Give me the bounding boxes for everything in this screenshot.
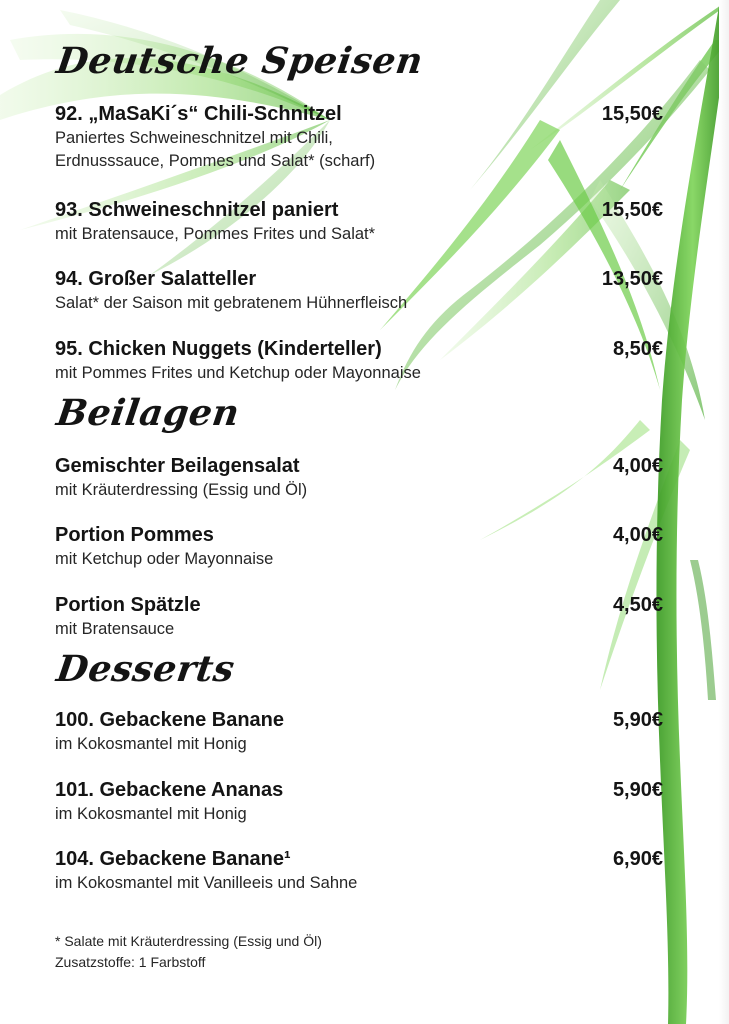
item-price: 5,90€	[612, 779, 663, 801]
item-price: 6,90€	[612, 848, 663, 870]
item-price: 4,00€	[612, 455, 663, 477]
menu-item	[55, 198, 663, 246]
item-description-line: im Kokosmantel mit Honig	[55, 735, 247, 753]
item-description	[55, 548, 663, 571]
menu-item	[55, 523, 663, 571]
item-description	[55, 618, 663, 641]
menu-item	[55, 337, 663, 385]
menu-item	[55, 102, 663, 173]
item-name: 101. Gebackene Ananas	[55, 779, 284, 801]
item-price: 15,50€	[601, 199, 663, 221]
item-description-line: Paniertes Schweineschnitzel mit Chili,	[55, 129, 333, 147]
item-description	[55, 803, 663, 826]
item-description-line: mit Bratensauce, Pommes Frites und Salat*	[55, 225, 376, 243]
menu-item	[55, 847, 663, 895]
item-description-line: mit Kräuterdressing (Essig und Öl)	[55, 481, 308, 499]
item-name: 92. „MaSaKi´s“ Chili-Schnitzel	[55, 103, 342, 125]
footnote-additives: Zusatzstoffe: 1 Farbstoff	[55, 954, 206, 970]
item-description-line: mit Pommes Frites und Ketchup oder Mayonnaise	[55, 364, 421, 382]
footnote-salads: * Salate mit Kräuterdressing (Essig und Öl)	[55, 933, 322, 949]
menu-item	[55, 708, 663, 756]
item-description-line: Erdnusssauce, Pommes und Salat* (scharf)	[55, 152, 376, 170]
section-title-deutsche-speisen: Deutsche Speisen	[54, 40, 426, 82]
item-description-line: im Kokosmantel mit Honig	[55, 805, 247, 823]
item-name: 95. Chicken Nuggets (Kinderteller)	[55, 338, 382, 360]
item-description	[55, 733, 663, 756]
item-price: 4,50€	[612, 594, 663, 616]
menu-item	[55, 454, 663, 502]
item-description	[55, 127, 663, 173]
item-name: Gemischter Beilagensalat	[55, 455, 300, 477]
item-description-line: mit Bratensauce	[55, 620, 175, 638]
item-description-line: Salat* der Saison mit gebratenem Hühnerfleisch	[55, 294, 408, 312]
item-price: 5,90€	[612, 709, 663, 731]
menu-item	[55, 778, 663, 826]
item-price: 8,50€	[612, 338, 663, 360]
item-description-line: mit Ketchup oder Mayonnaise	[55, 550, 274, 568]
section-title-beilagen: Beilagen	[54, 392, 243, 434]
menu-item	[55, 593, 663, 641]
item-price: 4,00€	[612, 524, 663, 546]
item-description	[55, 292, 663, 315]
item-description-line: im Kokosmantel mit Vanilleeis und Sahne	[55, 874, 358, 892]
item-name: Portion Pommes	[55, 524, 214, 546]
item-description	[55, 223, 663, 246]
item-description	[55, 362, 663, 385]
menu-item	[55, 267, 663, 315]
section-title-desserts: Desserts	[54, 648, 238, 690]
item-description	[55, 872, 663, 895]
item-price: 13,50€	[601, 268, 663, 290]
item-description	[55, 479, 663, 502]
item-name: 100. Gebackene Banane	[55, 709, 285, 731]
item-name: 93. Schweineschnitzel paniert	[55, 199, 339, 221]
item-name: 104. Gebackene Banane¹	[55, 848, 291, 870]
item-name: 94. Großer Salatteller	[55, 268, 257, 290]
item-price: 15,50€	[601, 103, 663, 125]
item-name: Portion Spätzle	[55, 594, 201, 616]
